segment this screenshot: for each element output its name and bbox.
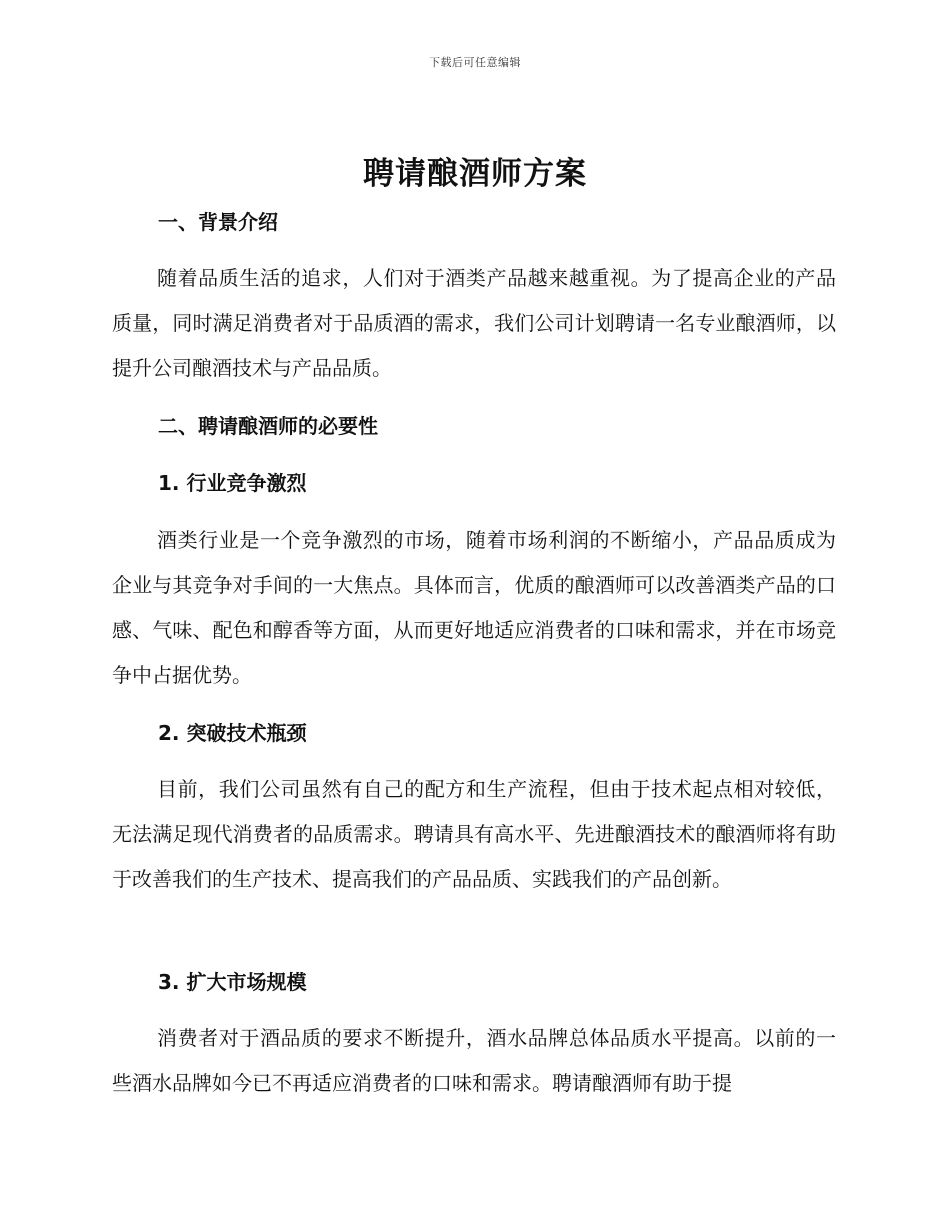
subheading-competition: 1. 行业竞争激烈	[158, 471, 307, 495]
paragraph-background: 随着品质生活的追求，人们对于酒类产品越来越重视。为了提高企业的产品质量，同时满足消费者对于品质酒的需求，我们公司计划聘请一名专业酿酒师，以提升公司酿酒技术与产品品质。	[112, 266, 836, 380]
section-heading-background: 一、背景介绍	[158, 210, 278, 234]
subheading-technology: 2. 突破技术瓶颈	[158, 721, 307, 745]
paragraph-competition: 酒类行业是一个竞争激烈的市场，随着市场利润的不断缩小，产品品质成为企业与其竞争对手间的一大焦点。具体而言，优质的酿酒师可以改善酒类产品的口感、气味、配色和醇香等方面，从而更好地适应消费者的口味和需求，并在市场竞争中占据优势。	[112, 528, 836, 687]
paragraph-technology: 目前，我们公司虽然有自己的配方和生产流程，但由于技术起点相对较低，无法满足现代消费者的品质需求。聘请具有高水平、先进酿酒技术的酿酒师将有助于改善我们的生产技术、提高我们的产品品质、实践我们的产品创新。	[112, 777, 836, 891]
paragraph-market: 消费者对于酒品质的要求不断提升，酒水品牌总体品质水平提高。以前的一些酒水品牌如今已不再适应消费者的口味和需求。聘请酿酒师有助于提	[112, 1026, 836, 1095]
section-heading-necessity: 二、聘请酿酒师的必要性	[158, 414, 378, 438]
header-note: 下载后可任意编辑	[429, 56, 521, 69]
subheading-market: 3. 扩大市场规模	[158, 970, 307, 994]
page-title: 聘请酿酒师方案	[363, 156, 587, 192]
